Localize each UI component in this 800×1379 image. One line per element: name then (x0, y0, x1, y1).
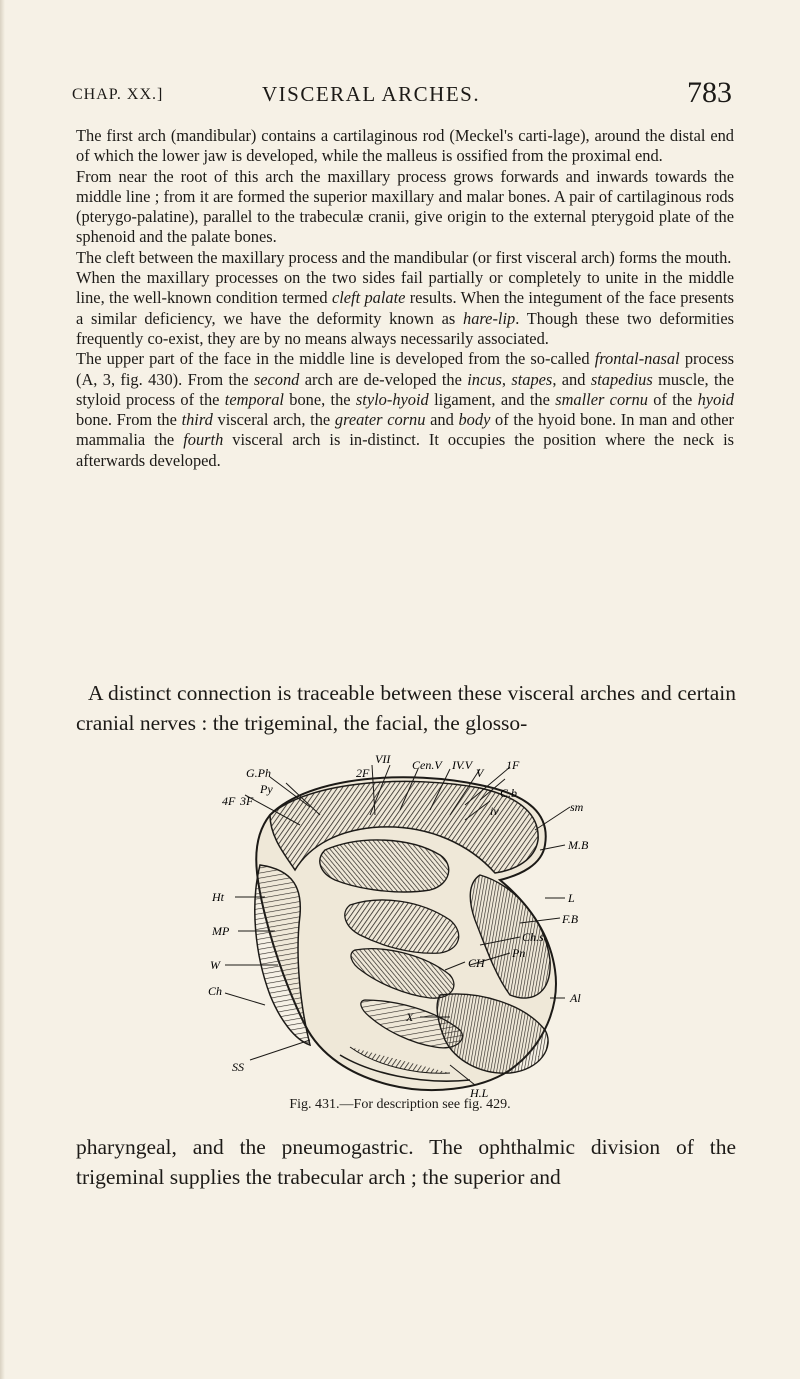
italic-term: hare-lip (463, 308, 516, 328)
italic-term: hyoid (697, 389, 734, 409)
text-run: visceral arch, the (212, 410, 335, 430)
label-fb: F.B (562, 912, 579, 926)
label-vii: VII (375, 755, 391, 766)
text-run: muscle, the styloid process of the (76, 369, 735, 409)
running-head (72, 76, 732, 120)
italic-term: incus (467, 369, 502, 389)
text-run: results. When the integument of the face presents a similar deficiency, we have the deformity known as (76, 288, 735, 328)
label-ivv: IV.V (452, 758, 473, 772)
label-ch: CH (468, 956, 485, 970)
paragraph-p5 (76, 349, 734, 471)
italic-term: greater cornu (334, 410, 426, 430)
large-print-paragraph-top (76, 678, 736, 738)
embryo-head-illustration (150, 755, 690, 1100)
text-run: arch are de-veloped the (299, 369, 468, 389)
label-iv: iv (490, 804, 499, 818)
italic-term: stapedius (590, 369, 653, 389)
paragraph-p1 (76, 126, 734, 167)
label-ss: SS (232, 1060, 244, 1074)
label-py: Py (260, 782, 273, 796)
text-run: ligament, and the (428, 389, 556, 409)
label-pn: Pn (512, 946, 526, 960)
figure-431 (150, 755, 690, 1100)
label-3f: 3F (240, 794, 254, 808)
italic-term: fourth (183, 430, 224, 450)
italic-term: third (181, 410, 213, 430)
italic-term: temporal (224, 389, 284, 409)
text-run: . Though these two deformities frequently co-exist, they are by no means always necessarily associated. (76, 308, 735, 348)
italic-term: smaller cornu (555, 389, 648, 409)
text-run: of the (647, 389, 698, 409)
label-w: W (210, 958, 220, 972)
text-run: The upper part of the face in the middle line is developed from the so-called (76, 349, 595, 369)
label-hl: H.L (470, 1086, 489, 1100)
label-gph: G.Ph (246, 766, 271, 780)
text-run: , and (552, 369, 591, 389)
label-l: L (568, 891, 575, 905)
label-cb: C.b (500, 786, 518, 800)
text-run: The cleft between the maxillary process and the mandibular (or first visceral arch) forms the mouth. (76, 247, 732, 267)
text-run: visceral arch is in-distinct. It occupies the position where the neck is afterwards developed. (76, 430, 734, 470)
italic-term: cleft palate (331, 288, 406, 308)
label-2f: 2F (356, 766, 370, 780)
paragraph-p2 (76, 167, 734, 248)
text-run: bone. From the (76, 410, 182, 430)
italic-term: frontal-nasal (594, 349, 680, 369)
text-run: The first arch (mandibular) contains a cartilaginous rod (Meckel's carti-lage), around the distal end of which the lower jaw is developed, while the malleus is ossified from the proximal end. (76, 126, 734, 166)
italic-term: body (458, 410, 491, 430)
running-title: VISCERAL ARCHES. (262, 82, 481, 106)
label-x: X (406, 1010, 414, 1024)
text-run: bone, the (283, 389, 356, 409)
text-run: and (425, 410, 459, 430)
label-cht: Ch (208, 984, 223, 998)
label-mb: M.B (568, 838, 589, 852)
label-chs: Ch.s (522, 930, 544, 944)
label-al: Al (570, 991, 581, 1005)
text-run: From near the root of this arch the maxillary process grows forwards and inwards towards the middle line ; from it are formed the superior maxillary and malar bones. A pair of cartilaginous rods (pterygo-palatine), parallel to the trabeculæ cranii, give origin to the external pterygoid plate of the sphenoid and the palate bones. (76, 166, 734, 247)
italic-term: second (253, 369, 300, 389)
text-run: process (A, 3, fig. 430). From the (76, 349, 734, 389)
label-sm: sm (570, 800, 584, 814)
paragraph-text: pharyngeal, and the pneumogastric. The ophthalmic division of the trigeminal supplies the trabecular arch ; the superior and (76, 1135, 736, 1189)
paragraph-p4 (76, 268, 734, 349)
label-4f: 4F (222, 794, 236, 808)
italic-term: stapes (511, 369, 553, 389)
text-run: When the maxillary processes on the two sides fail partially or completely to unite in the middle line, the well-known condition termed (76, 268, 734, 308)
label-cenv: Cen.V (412, 758, 442, 772)
large-print-paragraph-bottom (76, 1132, 736, 1192)
page-number: 783 (687, 76, 732, 109)
paragraph-p3 (76, 248, 734, 268)
text-run: , (501, 369, 512, 389)
small-print-body (76, 126, 734, 471)
label-ht: Ht (212, 890, 224, 904)
figure-caption: Fig. 431.—For description see fig. 429. (289, 1097, 511, 1112)
chapter-label: CHAP. XX.] (72, 86, 164, 103)
text-run: of the hyoid bone. In man and other mammalia the (76, 410, 735, 450)
italic-term: stylo-hyoid (355, 389, 429, 409)
binding-edge (0, 0, 5, 1379)
label-1f: 1F (506, 758, 520, 772)
label-mp: MP (212, 924, 230, 938)
label-v: V (476, 766, 484, 780)
paragraph-text: A distinct connection is traceable between these visceral arches and certain cranial nerves : the trigeminal, the facial, the glosso- (76, 681, 736, 735)
